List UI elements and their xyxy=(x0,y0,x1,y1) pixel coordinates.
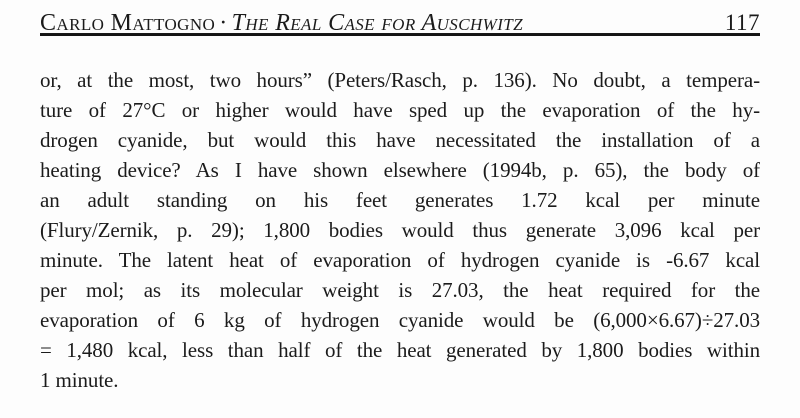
header-author: Carlo Mattogno xyxy=(40,10,216,36)
body-line: 1 minute. xyxy=(40,368,119,392)
header-separator: · xyxy=(219,10,228,36)
body-line: heating device? As I have shown elsewhere (1994b, p. 65), the body of xyxy=(40,158,760,182)
body-line: (Flury/Zernik, p. 29); 1,800 bodies would thus generate 3,096 kcal per xyxy=(40,218,760,242)
body-line: minute. The latent heat of evaporation of hydrogen cyanide is -6.67 kcal xyxy=(40,248,760,272)
body-paragraph xyxy=(40,65,760,395)
body-line: drogen cyanide, but would this have necessitated the installation of a xyxy=(40,128,760,152)
body-line: an adult standing on his feet generates 1.72 kcal per minute xyxy=(40,188,760,212)
body-line: or, at the most, two hours” (Peters/Rasch, p. 136). No doubt, a tempera- xyxy=(40,68,760,92)
body-line: = 1,480 kcal, less than half of the heat generated by 1,800 bodies within xyxy=(40,338,760,362)
page-number: 117 xyxy=(724,10,760,35)
body-line: evaporation of 6 kg of hydrogen cyanide would be (6,000×6.67)÷27.03 xyxy=(40,308,760,332)
body-line: ture of 27°C or higher would have sped up the evaporation of the hy- xyxy=(40,98,760,122)
page-content xyxy=(40,0,760,395)
body-line: per mol; as its molecular weight is 27.03, the heat required for the xyxy=(40,278,760,302)
header-title-group xyxy=(40,10,523,37)
header-book-title: The Real Case for Auschwitz xyxy=(231,10,523,36)
running-header xyxy=(40,0,760,36)
